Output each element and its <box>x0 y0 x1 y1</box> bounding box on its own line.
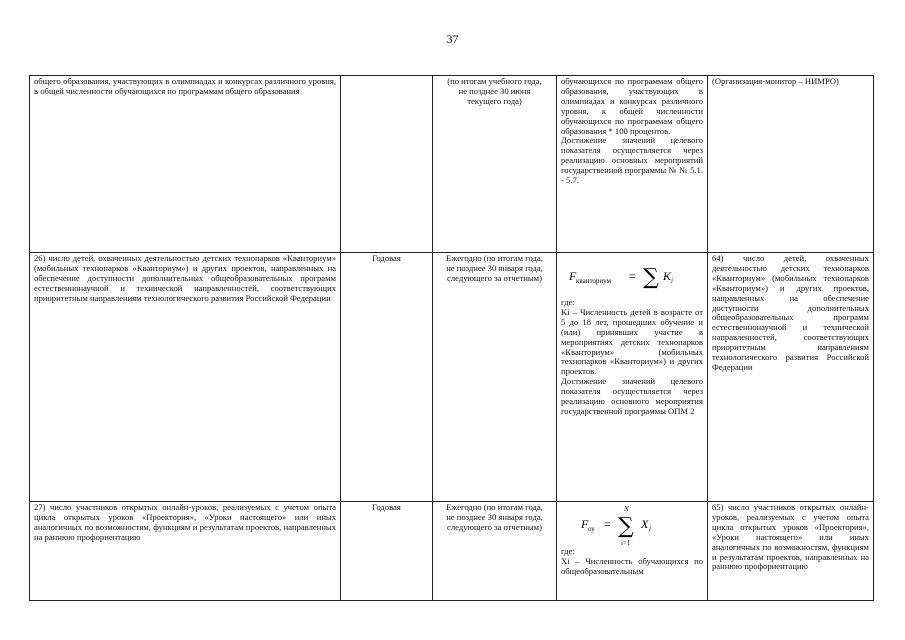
method-paragraph: Достижение значений целевого показателя осуществляется через реализацию основного мероприятия государственной программы ОПМ 2 <box>561 376 703 416</box>
indicators-table <box>29 75 874 601</box>
indicator-cell <box>30 253 341 502</box>
responsible-cell <box>708 76 874 253</box>
indicator-number: 26) <box>34 253 46 263</box>
deadline-text: (по итогам учебного года, не позднее 30 июня текущего года) <box>447 76 542 106</box>
indicator-text: общего образования, участвующих в олимпиадах и конкурсах различного уровня, в общей численности обучающихся по программам общего образования <box>34 76 336 96</box>
periodicity-cell <box>341 76 433 253</box>
deadline-text: Ежегодно (по итогам года, не позднее 30 января года, следующего за отчетным) <box>446 502 543 532</box>
formula-lower-limit: i=1 <box>621 539 631 547</box>
responsible-text: (Организация-монитор – НИМРО) <box>712 76 839 86</box>
deadline-text: Ежегодно (по итогам года, не позднее 30 января года, следующего за отчетным) <box>446 253 543 283</box>
periodicity-cell <box>341 253 433 502</box>
formula-term: K <box>663 269 672 283</box>
method-cell <box>557 253 708 502</box>
responsible-cell <box>708 253 874 502</box>
formula-svg <box>577 503 687 547</box>
indicator-text: число детей, охваченных деятельностью детских технопарков «Кванториум» (мобильных технопарков «Кванториум») и других проектов, направленных на обеспечение доступности дополнительных общеобразовательных программ естественнонаучной и технической направленностей, соответствующих приоритетным направлениям технологического развития Российской Федерации <box>34 253 336 303</box>
responsible-number: 64) <box>712 253 724 263</box>
responsible-text: число детей, охваченных деятельностью детских технопарков «Кванториум» (мобильных технопарков «Кванториум») и других проектов, направленных на обеспечение доступности дополнительных общеобразовательных программ естественнонаучной и технической направленностей, соответствующих приоритетным направлениям технологического развития Российской Федерации <box>712 253 869 372</box>
method-paragraph: Xi – Численность обучающихся по общеобразовательным <box>561 555 703 576</box>
method-paragraph: Ki – Численность детей в возрасте от 5 до 18 лет, прошедших обучение и (или) принявших участие в мероприятиях детских технопарков «Кванториум» (мобильных технопарков «Кванториум») и других проектов. <box>561 306 703 377</box>
indicator-cell <box>30 76 341 253</box>
deadline-cell <box>433 253 557 502</box>
formula-equals: = <box>604 517 611 531</box>
deadline-cell <box>433 76 557 253</box>
method-paragraph: где: <box>561 546 575 556</box>
formula-sum-sign: ∑ <box>643 265 659 290</box>
method-cell <box>557 502 708 601</box>
indicator-number: 27) <box>34 502 46 512</box>
table-row <box>30 76 874 253</box>
page-number: 37 <box>446 32 459 46</box>
deadline-cell <box>433 502 557 601</box>
formula-online-lessons <box>561 503 703 547</box>
table-row <box>30 253 874 502</box>
formula-term-subscript: i <box>671 277 673 285</box>
formula-kvantorium <box>561 254 703 298</box>
periodicity-text: Годовая <box>372 502 401 512</box>
formula-term: X <box>641 517 649 531</box>
responsible-text: число участников открытых онлайн-уроков, реализуемых с учетом опыта цикла открытых уроков «Проектория», «Уроки настоящего» или иных аналогичных по возможностям, функциям и результатам проектов, направленных на раннюю профориентацию <box>712 502 869 572</box>
formula-lhs: F <box>581 517 589 531</box>
table-row <box>30 502 874 601</box>
formula-lhs-subscript: кванториум <box>576 277 612 285</box>
method-paragraph: Достижение значений целевого показателя осуществляется через реализацию основных мероприятий государственной программы № № 5.1. - 5.7. <box>561 135 703 186</box>
method-paragraph: где: <box>561 297 575 307</box>
formula-lhs-subscript: оу <box>588 525 595 533</box>
responsible-number: 65) <box>712 502 724 512</box>
formula-equals: = <box>629 269 636 283</box>
indicator-cell <box>30 502 341 601</box>
method-paragraph: обучающихся по программам общего образования, участвующих в олимпиадах и конкурсах различного уровня, к общей численности обучающихся по программам общего образования * 100 процентов. <box>561 76 703 136</box>
indicator-text: число участников открытых онлайн-уроков, реализуемых с учетом опыта цикла открытых уроков «Проектория», «Уроки настоящего» или иных аналогичных по возможностям, функциям и результатам проектов, направленных на раннюю профориентацию <box>34 502 336 542</box>
periodicity-cell <box>341 502 433 601</box>
method-cell <box>557 76 708 253</box>
formula-upper-limit: N <box>624 505 629 513</box>
formula-term-subscript: i <box>649 525 651 533</box>
responsible-cell <box>708 502 874 601</box>
formula-lhs: F <box>569 269 577 283</box>
periodicity-text: Годовая <box>372 253 401 263</box>
formula-sum-sign: ∑ <box>618 514 634 539</box>
formula-svg <box>567 256 697 296</box>
